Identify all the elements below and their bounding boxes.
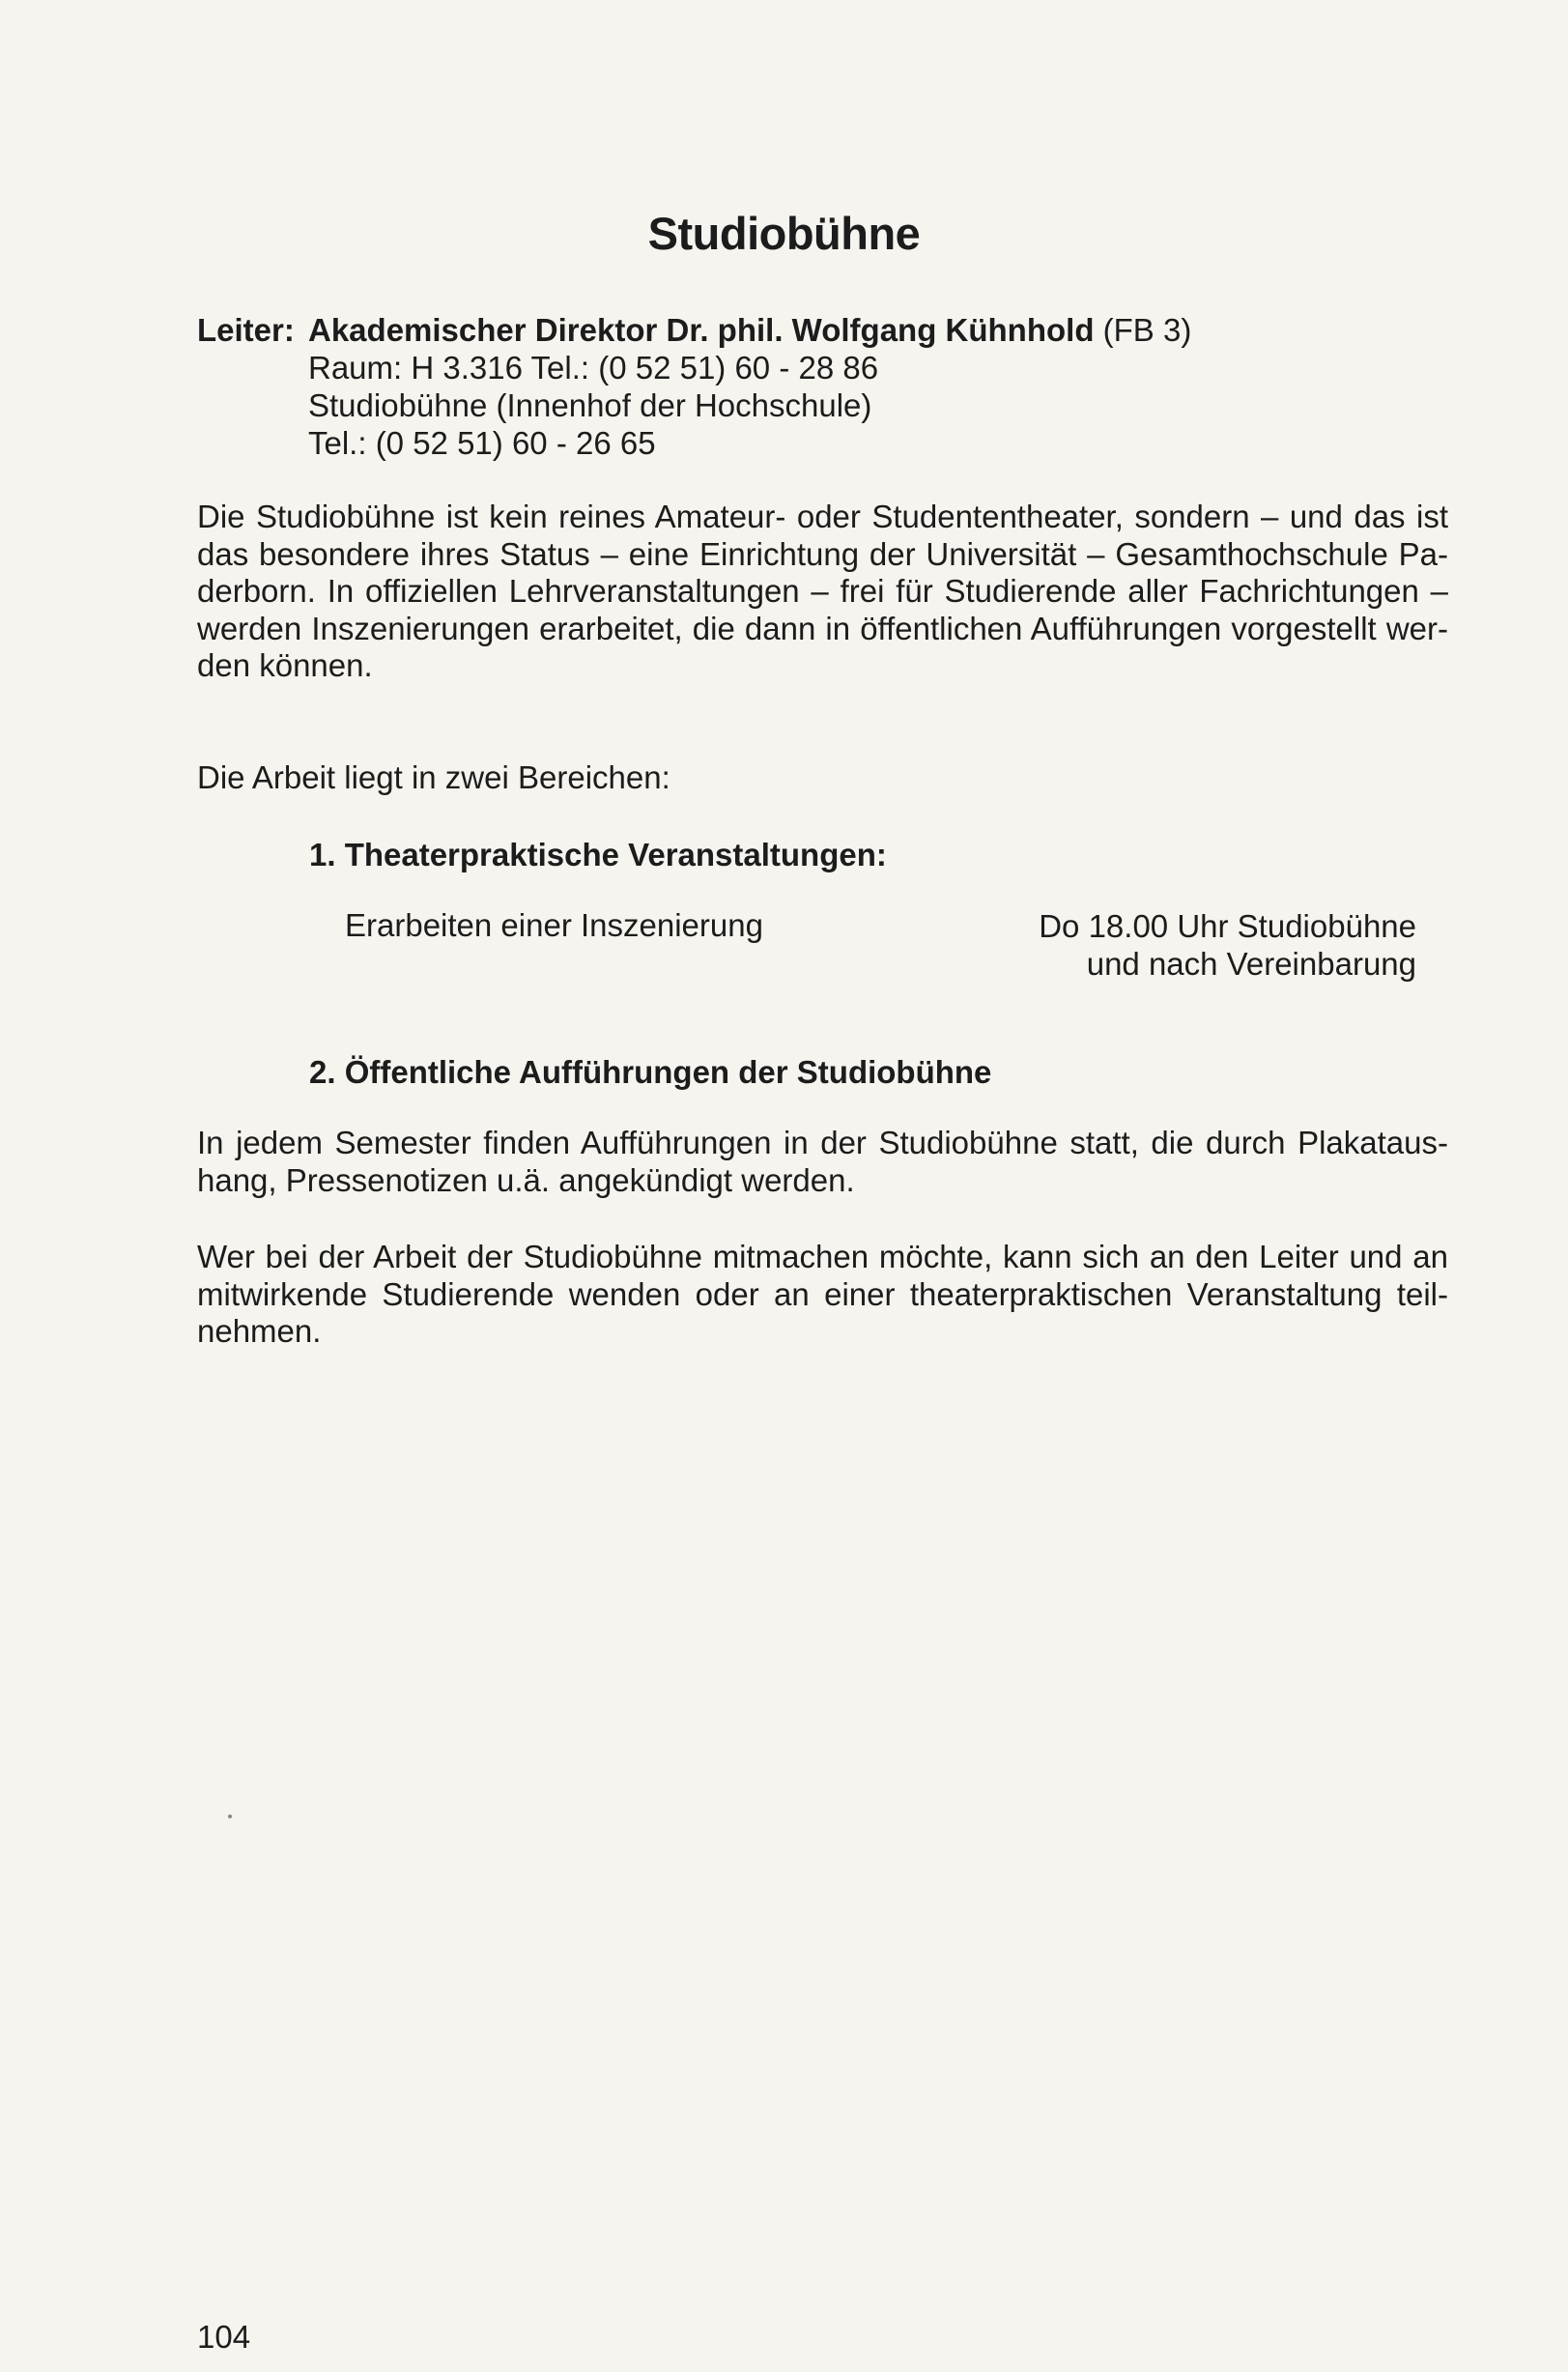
director-room-line: Raum: H 3.316 Tel.: (0 52 51) 60 - 28 86 — [308, 350, 879, 386]
intro-line: werden Inszenierungen erarbeitet, die dann in öffentlichen Aufführungen vorgestellt wer- — [197, 610, 1448, 646]
closing-paragraph — [197, 1239, 1448, 1351]
intro-paragraph — [197, 499, 1448, 685]
paper-speck — [228, 1815, 232, 1818]
director-tel-line: Tel.: (0 52 51) 60 - 26 65 — [308, 425, 656, 461]
performances-paragraph — [197, 1125, 1448, 1199]
closing-line: Wer bei der Arbeit der Studiobühne mitmachen möchte, kann sich an den Leiter und an — [197, 1239, 1448, 1274]
course-title: Erarbeiten einer Inszenierung — [345, 907, 763, 943]
section-2-heading: 2. Öffentliche Aufführungen der Studiobühne — [309, 1054, 992, 1090]
intro-line: den können. — [197, 647, 373, 683]
closing-line: nehmen. — [197, 1313, 322, 1349]
director-department: (FB 3) — [1094, 312, 1192, 348]
course-arrangement: und nach Vereinbarung — [1086, 946, 1416, 982]
page-number: 104 — [197, 2319, 251, 2355]
performances-line: In jedem Semester finden Aufführungen in der Studiobühne statt, die durch Plakataus- — [197, 1125, 1448, 1160]
intro-line: derborn. In offiziellen Lehrveranstaltungen – frei für Studierende aller Fachrichtungen – — [197, 573, 1448, 609]
course-time: Do 18.00 Uhr Studiobühne — [1039, 908, 1416, 944]
director-name: Akademischer Direktor Dr. phil. Wolfgang Kühnhold — [308, 312, 1095, 348]
performances-line: hang, Pressenotizen u.ä. angekündigt werden. — [197, 1161, 855, 1198]
director-location-line: Studiobühne (Innenhof der Hochschule) — [308, 387, 872, 423]
areas-intro — [197, 759, 1448, 797]
director-name-line — [308, 311, 1191, 349]
closing-line: mitwirkende Studierende wenden oder an einer theaterpraktischen Veranstaltung teil- — [197, 1275, 1448, 1312]
director-details — [308, 311, 1191, 462]
section-1-heading: 1. Theaterpraktische Veranstaltungen: — [309, 837, 887, 872]
page-title: Studiobühne — [647, 208, 921, 259]
areas-intro-text: Die Arbeit liegt in zwei Bereichen: — [197, 759, 670, 795]
intro-line: Die Studiobühne ist kein reines Amateur- oder Studententheater, sondern – und das ist — [197, 499, 1448, 534]
intro-line: das besondere ihres Status – eine Einrichtung der Universität – Gesamthochschule Pa- — [197, 535, 1448, 572]
director-label: Leiter: — [197, 312, 295, 348]
course-schedule — [1038, 907, 1416, 983]
